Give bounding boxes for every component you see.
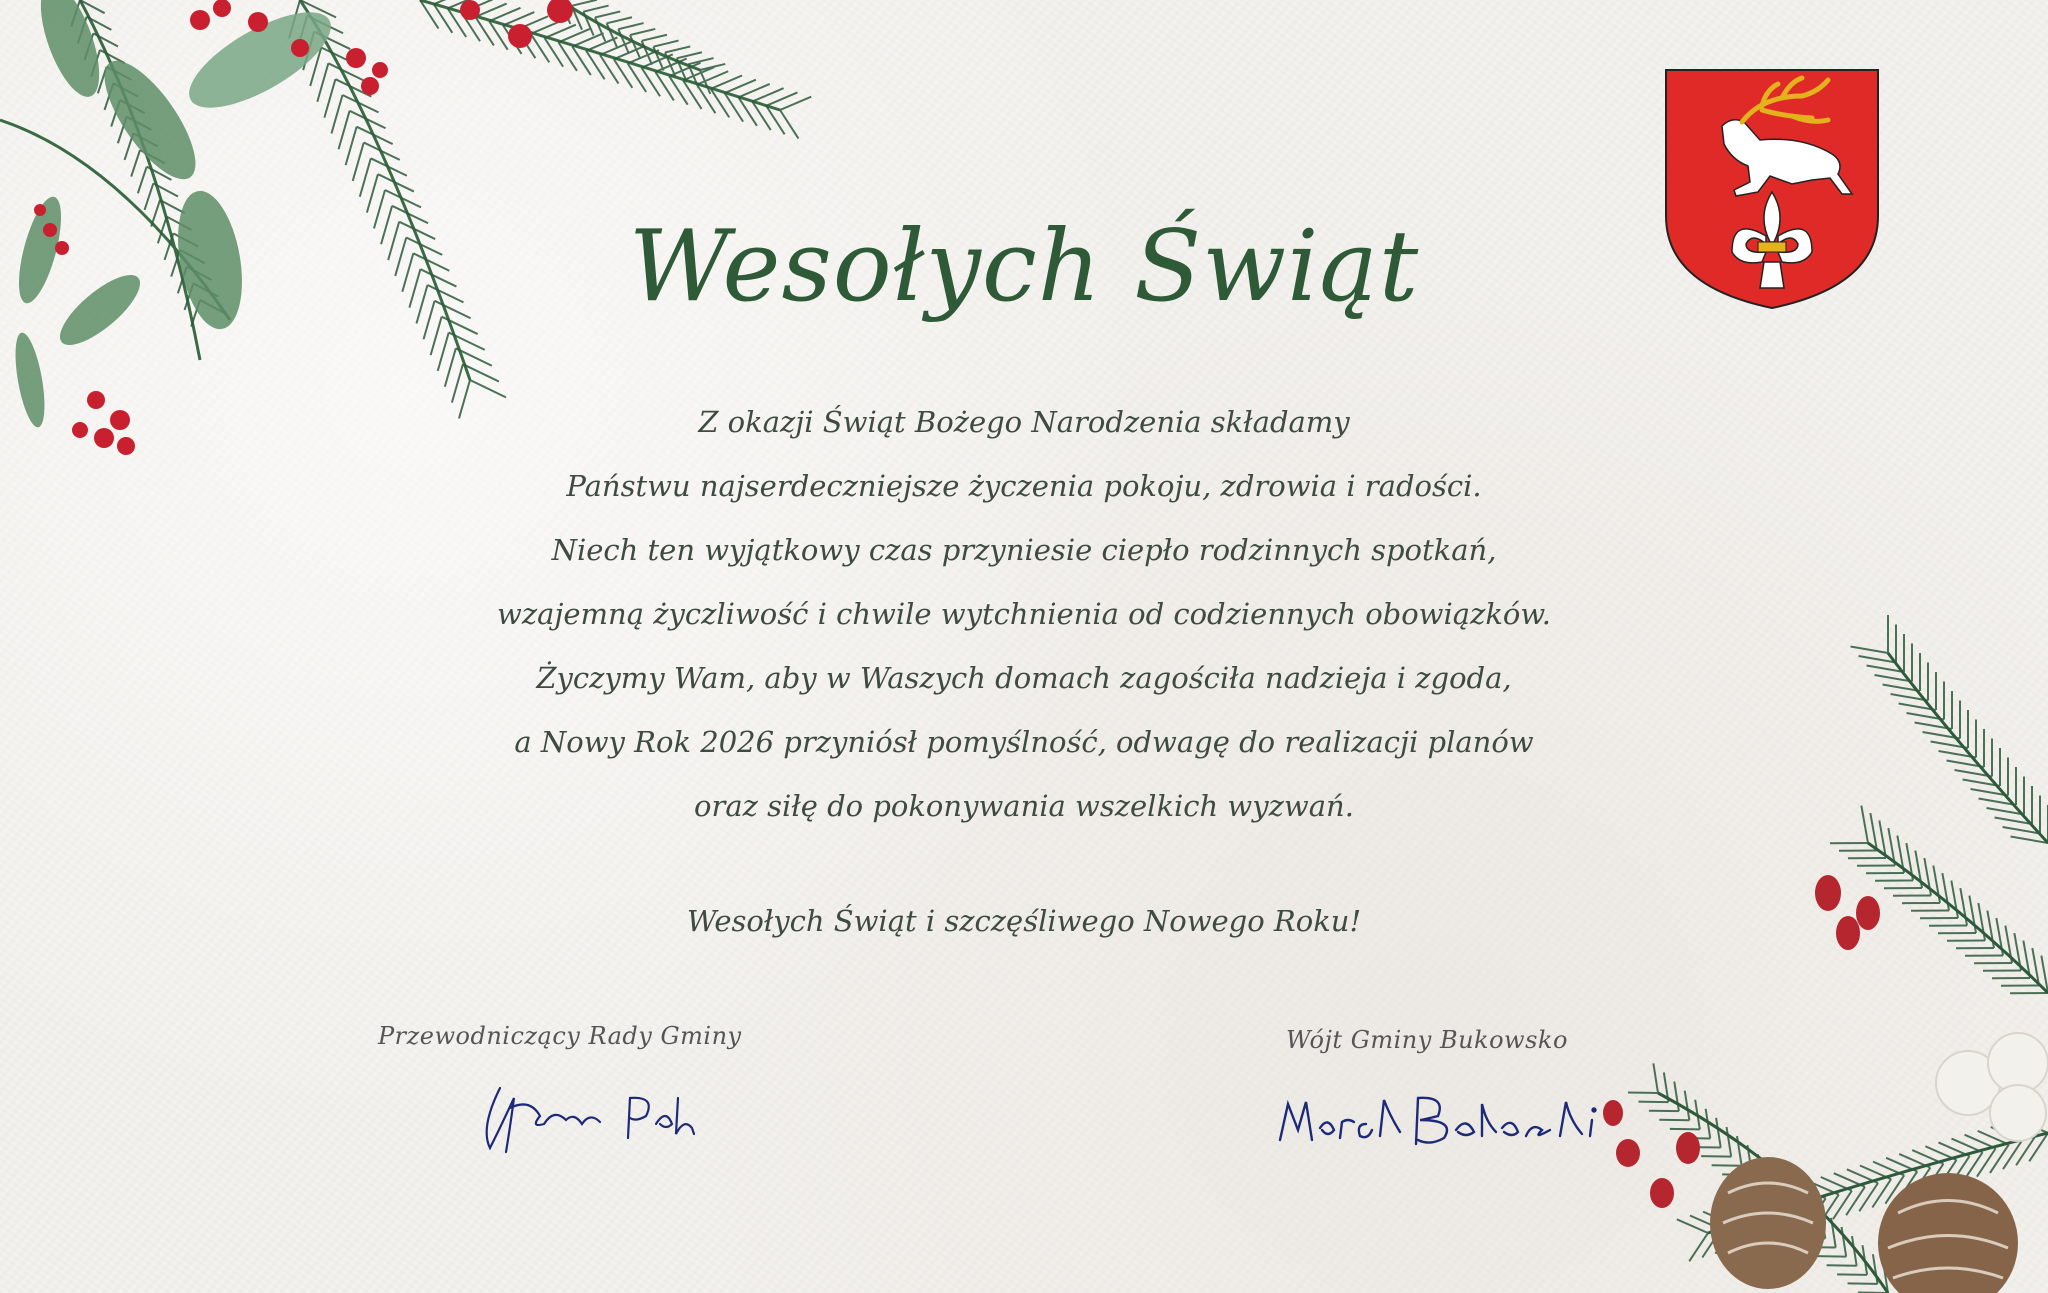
mayor-title: Wójt Gminy Bukowsko bbox=[1286, 1026, 1568, 1054]
mayor-signature bbox=[1270, 1080, 1630, 1160]
greeting-title: Wesołych Świąt bbox=[628, 210, 1420, 324]
council-chair-signature bbox=[470, 1068, 710, 1158]
message-line: oraz siłę do pokonywania wszelkich wyzwań. bbox=[694, 789, 1354, 823]
message-line: Państwu najserdeczniejsze życzenia pokoju, zdrowia i radości. bbox=[566, 469, 1482, 503]
message-line: Z okazji Świąt Bożego Narodzenia składamy bbox=[698, 405, 1350, 439]
message-line: Niech ten wyjątkowy czas przyniesie ciepło rodzinnych spotkań, bbox=[551, 533, 1497, 567]
message-line: a Nowy Rok 2026 przyniósł pomyślność, odwagę do realizacji planów bbox=[514, 725, 1534, 759]
pine-cone-icon bbox=[1710, 1157, 2018, 1293]
greeting-message bbox=[300, 390, 1748, 838]
message-line: wzajemną życzliwość i chwile wytchnienia od codziennych obowiązków. bbox=[497, 597, 1551, 631]
council-chair-title: Przewodniczący Rady Gminy bbox=[378, 1022, 742, 1050]
message-line: Życzymy Wam, aby w Waszych domach zagościła nadzieja i zgoda, bbox=[536, 661, 1512, 695]
closing-wish: Wesołych Świąt i szczęśliwego Nowego Roku! bbox=[686, 904, 1362, 938]
